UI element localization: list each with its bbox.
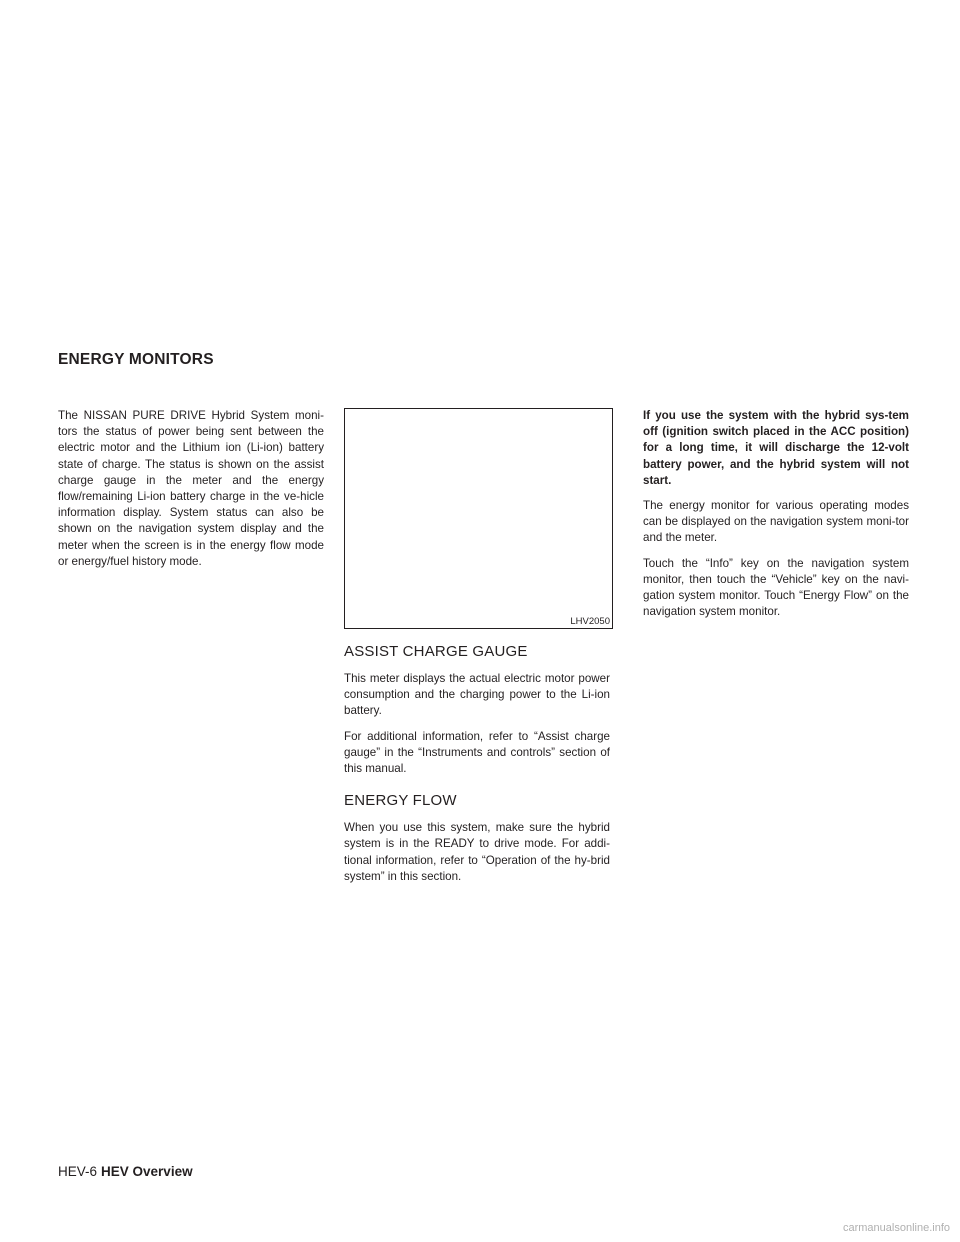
energy-monitor-paragraph: The energy monitor for various operating modes can be displayed on the navigation system moni-tor and the meter. bbox=[643, 499, 909, 545]
figure-placeholder bbox=[344, 408, 613, 629]
page-number: HEV-6 bbox=[58, 1164, 98, 1179]
column-3 bbox=[643, 408, 909, 629]
assist-charge-gauge-heading: ASSIST CHARGE GAUGE bbox=[344, 643, 528, 660]
page-footer bbox=[58, 1164, 193, 1179]
energy-flow-paragraph: When you use this system, make sure the hybrid system is in the READY to drive mode. For addi-tional information, refer to “Operation of the hy-brid system” in this section. bbox=[344, 821, 610, 883]
figure-code: LHV2050 bbox=[570, 616, 610, 627]
intro-paragraph: The NISSAN PURE DRIVE Hybrid System moni-tors the status of power being sent between the electric motor and the Lithium ion (Li-ion) battery state of charge. The status is shown on the assist charge gauge in the meter and the energy flow/remaining Li-ion battery charge in the ve-hicle information display. System status can also be shown on the navigation system display and the meter when the screen is in the energy flow mode or energy/fuel history mode. bbox=[58, 409, 324, 568]
assist-paragraph-1: This meter displays the actual electric motor power consumption and the charging power to the Li-ion battery. bbox=[344, 672, 610, 718]
column-1 bbox=[58, 408, 324, 579]
section-title: ENERGY MONITORS bbox=[58, 351, 214, 368]
column-2 bbox=[344, 408, 610, 894]
assist-paragraph-2: For additional information, refer to “Assist charge gauge” in the “Instruments and controls” section of this manual. bbox=[344, 729, 610, 776]
footer-title: HEV Overview bbox=[101, 1164, 193, 1179]
energy-flow-heading: ENERGY FLOW bbox=[344, 792, 457, 810]
info-key-paragraph: Touch the “Info” key on the navigation system monitor, then touch the “Vehicle” key on the navi-gation system monitor. Touch “Energy Flow” on the navigation system monitor. bbox=[643, 556, 909, 619]
watermark: carmanualsonline.info bbox=[842, 1222, 950, 1234]
warning-paragraph: If you use the system with the hybrid sys-tem off (ignition switch placed in the ACC position) for a long time, it will discharge the 12-volt battery power, and the hybrid system will not start. bbox=[643, 409, 909, 487]
